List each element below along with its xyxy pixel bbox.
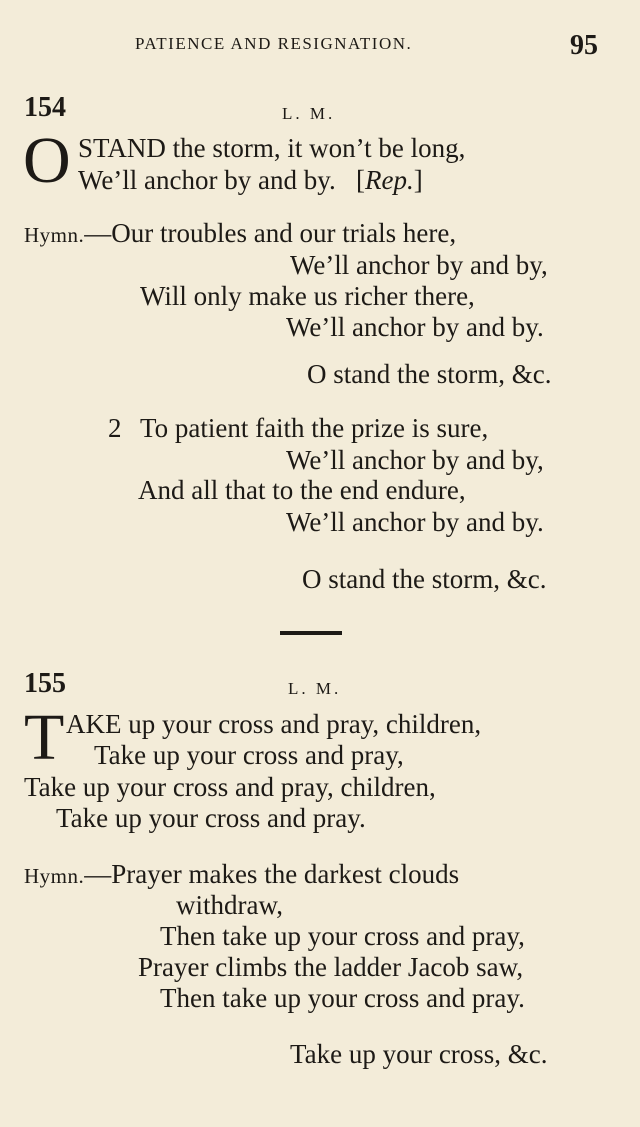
section-divider bbox=[280, 631, 342, 635]
hymn-155-refrain: Take up your cross, &c. bbox=[290, 1039, 548, 1069]
hymn-154-chorus-line-1: STAND the storm, it won’t be long, bbox=[78, 133, 466, 163]
hymn-155-verse-1-line-1b: withdraw, bbox=[176, 890, 283, 920]
hymn-154-verse-1-line-2: We’ll anchor by and by, bbox=[290, 250, 548, 280]
hymn-155-verse-1-line-4: Then take up your cross and pray. bbox=[160, 983, 525, 1013]
rep-marker: Rep. bbox=[365, 165, 414, 195]
hymn-154-refrain-1: O stand the storm, &c. bbox=[307, 359, 552, 389]
hymn-155-verse-1-line-1 bbox=[24, 859, 459, 891]
page-number: 95 bbox=[570, 30, 598, 61]
hymn-154-chorus-line-2 bbox=[78, 165, 423, 195]
verse-text: —Our troubles and our trials here, bbox=[84, 218, 457, 248]
hymn-155-dropcap: T bbox=[24, 701, 65, 774]
hymn-label: Hymn. bbox=[24, 223, 85, 247]
hymn-154-number: 154 bbox=[24, 92, 66, 123]
hymn-154-verse-1-line-1 bbox=[24, 218, 456, 250]
hymn-154-verse-1-line-3: Will only make us richer there, bbox=[140, 281, 475, 311]
hymn-155-chorus-line-3: Take up your cross and pray, children, bbox=[24, 772, 436, 802]
hymn-label: Hymn. bbox=[24, 864, 85, 888]
hymn-155-verse-1-line-3: Prayer climbs the ladder Jacob saw, bbox=[138, 952, 524, 982]
hymn-155-meter: L. M. bbox=[288, 679, 342, 698]
hymn-154-verse-2-number: 2 bbox=[108, 413, 122, 443]
hymn-154-verse-1-line-4: We’ll anchor by and by. bbox=[286, 312, 544, 342]
hymn-154-dropcap: O bbox=[23, 124, 71, 197]
chorus-line-2-text: We’ll anchor by and by. bbox=[78, 165, 336, 195]
verse-text: —Prayer makes the darkest clouds bbox=[84, 859, 460, 889]
hymn-154-verse-2-line-2: We’ll anchor by and by, bbox=[286, 445, 544, 475]
hymn-155-verse-1-line-2: Then take up your cross and pray, bbox=[160, 921, 525, 951]
hymn-155-chorus-line-4: Take up your cross and pray. bbox=[56, 803, 366, 833]
hymn-154-refrain-2: O stand the storm, &c. bbox=[302, 564, 547, 594]
hymn-154-verse-2-line-3: And all that to the end endure, bbox=[138, 475, 466, 505]
rep-bracket-close: ] bbox=[413, 165, 423, 195]
hymn-154-verse-2-line-1: To patient faith the prize is sure, bbox=[140, 413, 489, 443]
rep-bracket-open: [ bbox=[356, 165, 365, 195]
hymn-155-number: 155 bbox=[24, 668, 66, 699]
hymn-155-chorus-line-2: Take up your cross and pray, bbox=[94, 740, 404, 770]
hymn-155-chorus-line-1: AKE up your cross and pray, children, bbox=[66, 709, 482, 739]
hymn-154-meter: L. M. bbox=[282, 104, 336, 123]
running-title: PATIENCE AND RESIGNATION. bbox=[135, 34, 413, 53]
hymn-154-verse-2-line-4: We’ll anchor by and by. bbox=[286, 507, 544, 537]
